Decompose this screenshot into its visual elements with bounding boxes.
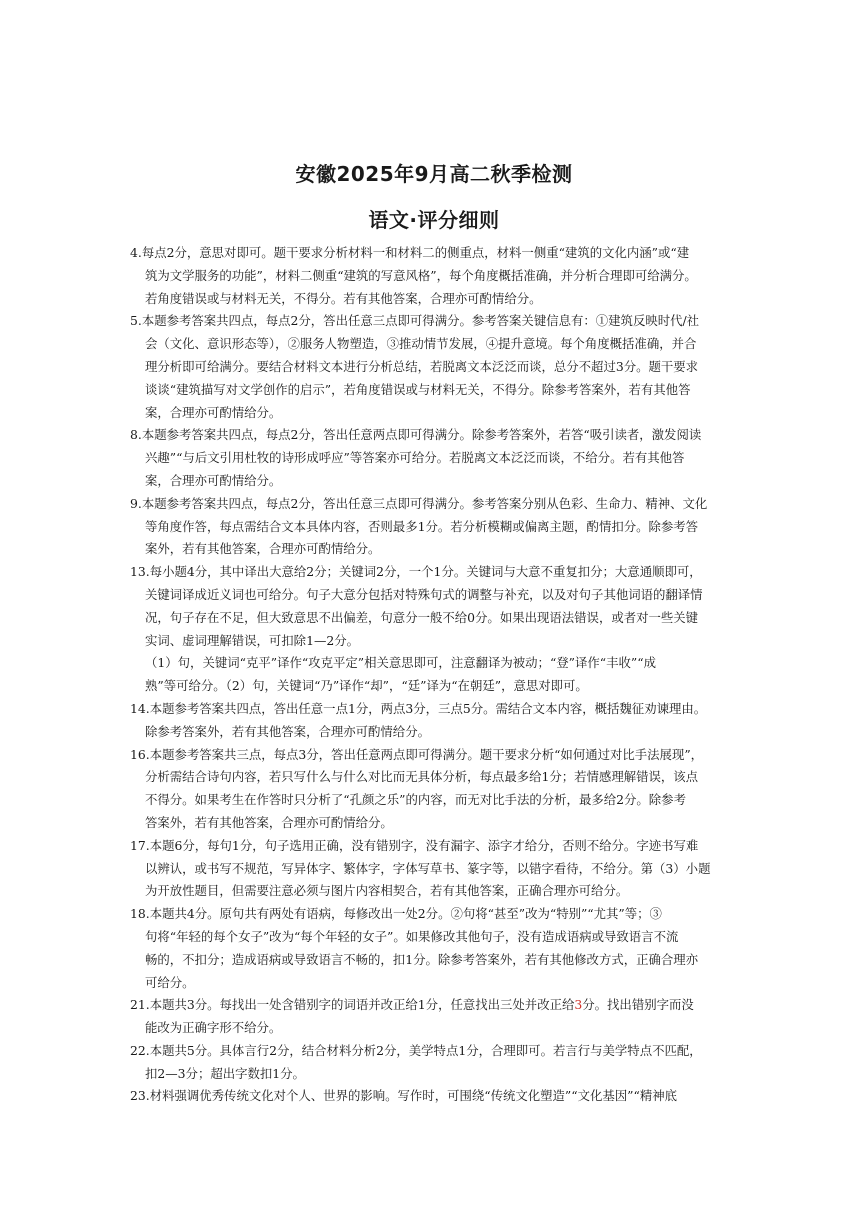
rule-line: 筑为文学服务的功能”，材料二侧重“建筑的写意风格”，每个角度概括准确，并分析合理即可给满分。 bbox=[145, 267, 697, 283]
rule-line: 关键词译成近义词也可给分。句子大意分包括对特殊句式的调整与补充，以及对句子其他词语的翻译情 bbox=[145, 586, 703, 602]
rule-line: 案，合理亦可酌情给分。 bbox=[145, 404, 282, 420]
rule-item-14 bbox=[130, 698, 740, 744]
rule-line bbox=[130, 994, 740, 1017]
rule-text: 21.本题共3分。每找出一处含错别字的词语并改正给1分，任意找出三处并改正给 bbox=[130, 997, 575, 1013]
rule-line: 句将“年轻的每个女子”改为“每个年轻的女子”。如果修改其他句子，没有造成语病或导致语言不流 bbox=[145, 928, 679, 944]
rule-line: 16.本题参考答案共三点，每点3分，答出任意两点即可得满分。题干要求分析“如何通过对比手法展现”， bbox=[130, 746, 704, 762]
rule-line: 可给分。 bbox=[145, 974, 195, 990]
rule-subline: （1）句，关键词“克平”译作“攻克平定”相关意思即可，注意翻译为被动；“登”译作“丰收”“成 bbox=[145, 655, 656, 671]
rule-line: 实词、虚词理解错误，可扣除1—2分。 bbox=[145, 632, 360, 648]
rule-line: 9.本题参考答案共四点，每点2分，答出任意三点即可得满分。参考答案分别从色彩、生命力、精神、文化 bbox=[130, 495, 708, 511]
rule-line: 畅的，不扣分；造成语病或导致语言不畅的，扣1分。除参考答案外，若有其他修改方式，正确合理亦 bbox=[145, 951, 699, 967]
rule-item-18 bbox=[130, 903, 740, 994]
rule-line: 兴趣”“与后文引用杜牧的诗形成呼应”等答案亦可给分。若脱离文本泛泛而谈，不给分。若有其他答 bbox=[145, 450, 685, 466]
rule-line: 会（文化、意识形态等），②服务人物塑造，③推动情节发展，④提升意境。每个角度概括准确，并合 bbox=[145, 336, 697, 352]
rule-line: 8.本题参考答案共四点，每点2分，答出任意两点即可得满分。除参考答案外，若答“吸引读者，激发阅读 bbox=[130, 427, 702, 443]
rule-line: 等角度作答，每点需结合文本具体内容，否则最多1分。若分析模糊或偏离主题，酌情扣分。除参考答 bbox=[145, 518, 699, 534]
rule-line: 答案外，若有其他答案，合理亦可酌情给分。 bbox=[145, 814, 393, 830]
rule-line: 分析需结合诗句内容，若只写什么与什么对比而无具体分析，每点最多给1分；若情感理解错误，该点 bbox=[145, 769, 699, 785]
rule-item-8 bbox=[130, 424, 740, 492]
rule-line: 17.本题6分，每句1分，句子选用正确，没有错别字，没有漏字、添字才给分，否则不给分。字迹书写难 bbox=[130, 837, 699, 853]
rule-line: 5.本题参考答案共四点，每点2分，答出任意三点即可得满分。参考答案关键信息有：①建筑反映时代/社 bbox=[130, 313, 700, 329]
rule-subline: 熟”等可给分。（2）句，关键词“乃”译作“却”，“廷”译为“在朝廷”，意思对即可。 bbox=[145, 678, 588, 694]
rule-item-13 bbox=[130, 561, 740, 698]
rule-item-23 bbox=[130, 1085, 740, 1108]
rule-line: 为开放性题目，但需要注意必须与图片内容相契合，若有其他答案，正确合理亦可给分。 bbox=[145, 883, 629, 899]
rule-line: 14.本题参考答案共四点，答出任意一点1分，两点3分，三点5分。需结合文本内容，概括魏征劝谏理由。 bbox=[130, 700, 707, 716]
rule-line: 谈谈“建筑描写对文学创作的启示”，若角度错误或与材料无关，不得分。除参考答案外，若有其他答 bbox=[145, 381, 691, 397]
rule-line: 案外，若有其他答案，合理亦可酌情给分。 bbox=[145, 541, 381, 557]
rule-line: 以辨认，或书写不规范，写异体字、繁体字，字体写草书、篆字等，以错字看待，不给分。第（3）小题 bbox=[145, 860, 711, 876]
page-subtitle: 语文·评分细则 bbox=[368, 208, 500, 232]
rule-line: 案，合理亦可酌情给分。 bbox=[145, 472, 282, 488]
rule-line: 若角度错误或与材料无关，不得分。若有其他答案，合理亦可酌情给分。 bbox=[145, 290, 542, 306]
rule-line: 18.本题共4分。原句共有两处有语病，每修改出一处2分。②句将“甚至”改为“特别”“尤其”等；③ bbox=[130, 906, 662, 922]
rule-line: 23.材料强调优秀传统文化对个人、世界的影响。写作时，可围绕“传统文化塑造”“文化基因”“精神底 bbox=[130, 1088, 678, 1104]
rule-item-21 bbox=[130, 994, 740, 1040]
rule-line: 22.本题共5分。具体言行2分，结合材料分析2分，美学特点1分，合理即可。若言行与美学特点不匹配， bbox=[130, 1042, 702, 1058]
page-title: 安徽2025年9月高二秋季检测 bbox=[295, 162, 573, 186]
rule-line: 13.每小题4分，其中译出大意给2分；关键词2分，一个1分。关键词与大意不重复扣分；大意通顺即可， bbox=[130, 564, 702, 580]
rule-item-17 bbox=[130, 835, 740, 903]
rule-item-22 bbox=[130, 1040, 740, 1086]
rule-item-5 bbox=[130, 310, 740, 424]
rule-line: 4.每点2分，意思对即可。题干要求分析材料一和材料二的侧重点，材料一侧重“建筑的文化内涵”或“建 bbox=[130, 245, 690, 260]
rule-item-9 bbox=[130, 493, 740, 561]
rule-line: 除参考答案外，若有其他答案，合理亦可酌情给分。 bbox=[145, 723, 430, 739]
rule-line: 不得分。如果考生在作答时只分析了“孔颜之乐”的内容，而无对比手法的分析，最多给2分。除参考 bbox=[145, 792, 686, 808]
highlighted-score: 3 bbox=[574, 997, 583, 1013]
rule-line: 况，句子存在不足，但大致意思不出偏差，句意分一般不给0分。如果出现语法错误，或者对一些关键 bbox=[145, 609, 699, 625]
rule-item-16 bbox=[130, 744, 740, 835]
rule-line: 扣2—3分；超出字数扣1分。 bbox=[145, 1065, 305, 1081]
scoring-rules-list bbox=[130, 242, 740, 1108]
rule-line: 能改为正确字形不给分。 bbox=[145, 1020, 282, 1036]
rule-item-4 bbox=[130, 242, 740, 310]
rule-text: 分。找出错别字而没 bbox=[582, 997, 694, 1013]
rule-line: 理分析即可给满分。要结合材料文本进行分析总结，若脱离文本泛泛而谈，总分不超过3分。题干要求 bbox=[145, 358, 699, 374]
